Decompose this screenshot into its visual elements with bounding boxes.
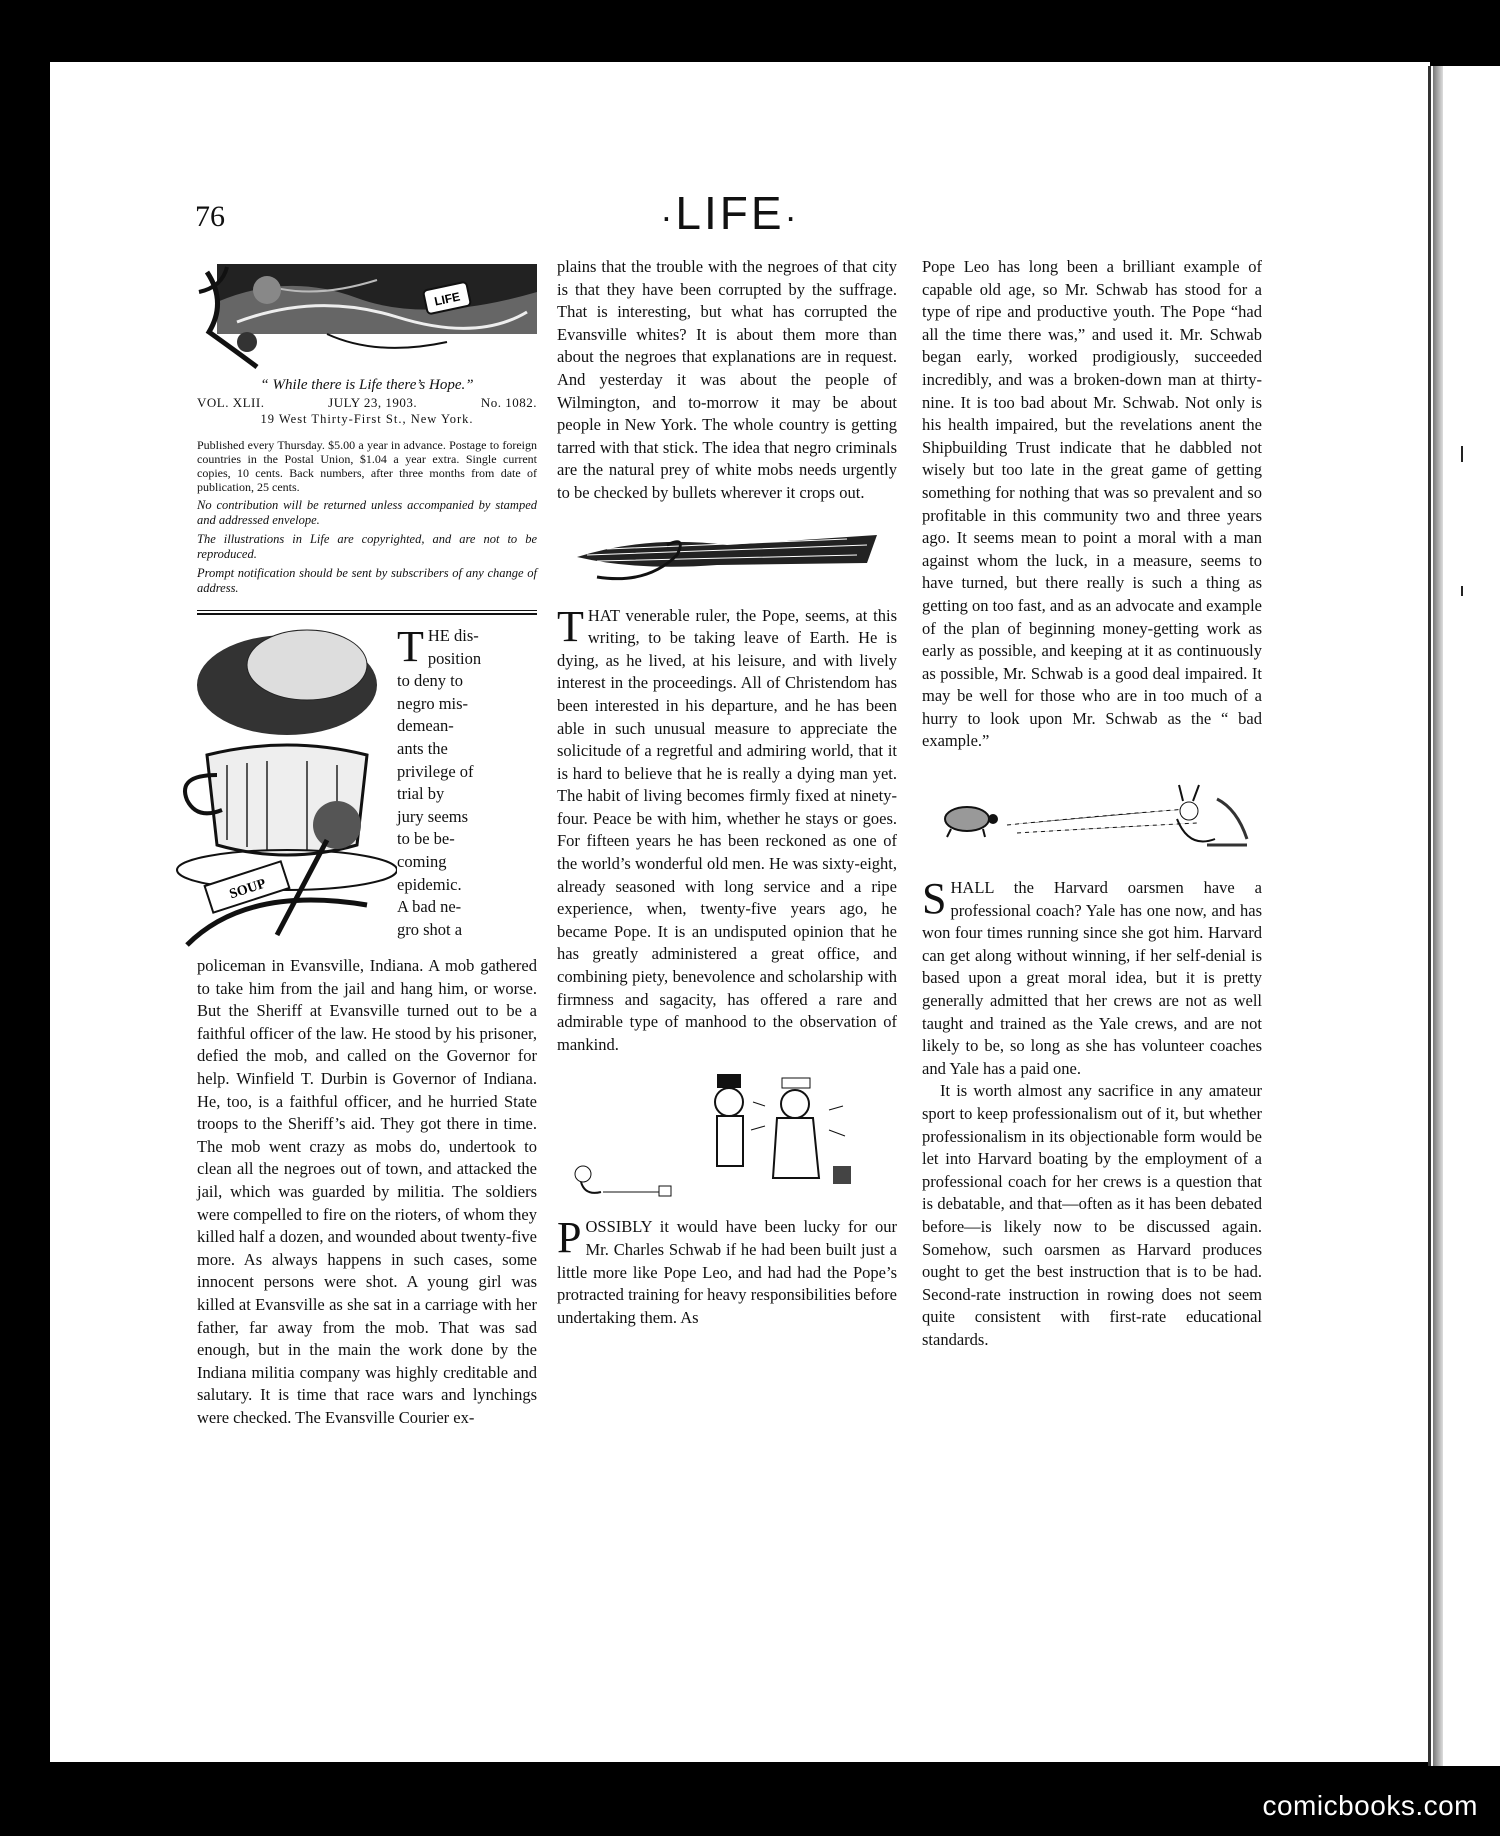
article4-dropcap: S (922, 874, 947, 924)
article1-narrow-line: jury seems (397, 806, 469, 826)
article2 (557, 601, 897, 1057)
article1-narrow-line: A bad ne- (397, 897, 462, 917)
column-right (922, 256, 1262, 1352)
page-number: 76 (195, 200, 225, 233)
tortoise-hare-illustration (927, 779, 1257, 859)
article2-body: seems, at this writing, to be taking leave of Earth. He is dying, as he lived, at his leisure, and with lively interest in the proceedings. All of Christendom has been interested in his departure, and he has been able in such unusual measure to appreciate the solicitude of a regretful and admiring world, that it is hard to believe that he is really a dying man yet. The habit of living becomes firmly fixed at ninety-four. Peace be with him, whether he stays or goes. For fifteen years he has been reckoned as one of the world’s wonderful old men. He was sixty-eight, already seasoned with long service and a ripe experience, when, twenty-five years ago, he became Pope. It is an undisputed opinion that he has greatly administered a great office, and combining piety, benevolence and scholarship with firmness and sagacity, has offered a rare and admirable type of manhood to the observation of mankind. (557, 605, 897, 1054)
article2-dropcap: T (557, 601, 584, 651)
pope-schwab-cartoon (567, 1066, 887, 1206)
banner-badge: LIFE (433, 289, 462, 309)
article1-narrow-line: coming (397, 851, 447, 871)
address-change-notice: Prompt notification should be sent by subscribers of any change of address. (197, 566, 537, 595)
article1-narrow-line: trial by (397, 784, 445, 804)
article4-lead: HALL the Harvard oarsmen have a (950, 878, 1262, 898)
section-rule (197, 610, 537, 615)
article3-lead: OSSIBLY it would have been lucky (585, 1217, 841, 1237)
article1-narrow-line: demean- (397, 716, 454, 736)
article1-narrow-line: negro mis- (397, 693, 469, 713)
sheaf-illustration (567, 515, 887, 585)
article4-para2: It is worth almost any sacrifice in any amateur sport to keep professionalism out of it, but whether professionalism in its objectionable form would be let into Harvard boating by the employment of a professional coach for her crews is a question that is debatable, and that—often as it has been debated before—is likely now to be discussed again. Somehow, such oarsmen as Harvard produces ought to get the best instruction that is to be had. Second-rate instruction in rowing does not seem quite consistent with first-rate educational standards. (922, 1081, 1262, 1349)
article1-body: policeman in Evansville, Indiana. A mob gathered to take him from the jail and hang him, or worse. But the Sheriff at Evansville turned out to be a faithful officer of the law. He stood by his prisoner, defied the mob, and called on the Governor for help. Winfield T. Durbin is Governor of Indiana. He, too, is a faithful officer, and he hurried State troops to the Sheriff’s aid. They got there in time. The mob went crazy as mobs do, undertook to clean all the negroes out of town, and attacked the jail, which was guarded by militia. The soldiers were compelled to fire on the rioters, of whom they killed half a dozen, and wounded about twenty-five more. As always happens in such cases, some innocent persons were shot. A young girl was killed at Evansville as she sat in a carriage with her father, far away from the mob. That was sad enough, but in the main the work done by the Indiana militia company was highly creditable and salutary. It is time that race wars and lynchings were checked. The Evansville Courier ex- (197, 956, 537, 1427)
column-left (197, 262, 537, 1429)
article1-narrow-line: to deny to (397, 671, 463, 691)
issue-date: JULY 23, 1903. (328, 395, 418, 410)
issue-number: No. 1082. (480, 395, 537, 410)
volume-line (197, 394, 537, 411)
next-page-edge (1428, 66, 1500, 1766)
copyright-notice: The illustrations in Life are copyrighted, and are not to be reproduced. (197, 532, 537, 561)
article1-narrow-line: to be be- (397, 829, 455, 849)
site-watermark: comicbooks.com (1262, 1790, 1478, 1821)
masthead-title-text: LIFE (675, 187, 785, 239)
volume: VOL. XLII. (197, 395, 265, 410)
masthead-banner-illustration (197, 262, 537, 370)
article1-dropcap: T (397, 622, 424, 671)
contribution-notice: No contribution will be returned unless accompanied by stamped and addressed envelope. (197, 498, 537, 527)
article4-body: professional coach? Yale has one now, and has won four times running since she got him. Harvard can get along without winning, if her self-denial is based upon a great moral idea, but it is pretty generally admitted that her crews are not as well taught and trained as the Yale crews, and are not likely to be, so long as she has volunteer coaches and Yale has a paid one. (922, 900, 1262, 1078)
article1-narrow-text (397, 622, 537, 941)
article1-narrow-line: ants the (397, 738, 448, 758)
masthead-motto: “ While there is Life there’s Hope.” (260, 377, 474, 393)
article-soup-block (197, 622, 537, 955)
article3-continued: Pope Leo has long been a brilliant example of capable old age, so Mr. Schwab has stood for a type of ripe and productive youth. The Pope “had all the time there was,” and used it. Mr. Schwab began early, worked prodigiously, succeeded incredibly, and was a broken-down man at thirty-nine. It is too bad about Mr. Schwab. Not only is his health impaired, but the revelations anent the Shipbuilding Trust indicate that he dabbled not wisely but too late in the great game of getting something for nothing that was so prevalent and so profitable in this community two and three years ago. It seems mean to point a moral with a man against whom the luck, in a measure, seems to have turned, but there really is such a thing as getting on too fast, and as an advocate and example of the plan of beginning money-getting work as early as possible, and keeping at it as continuously as possible, Mr. Schwab is a good deal impaired. It may be well for those who are in too much of a hurry to look upon Mr. Schwab as the “ bad example.” (922, 257, 1262, 751)
masthead-title: ·LIFE· (660, 187, 800, 239)
soup-tureen-illustration (167, 625, 397, 955)
publication-terms: Published every Thursday. $5.00 a year in advance. Postage to foreign countries in the Postal Union, $1.04 a year extra. Single current copies, 10 cents. Back numbers, after three months from date of publication, 25 cents. (197, 438, 537, 494)
article4 (922, 874, 1262, 1080)
publisher-address: 19 West Thirty-First St., New York. (260, 412, 474, 426)
column-middle (557, 256, 897, 1329)
soup-label: SOUP (227, 876, 268, 903)
article1-continued: plains that the trouble with the negroes of that city is that they have been corrupted by the suffrage. That is interesting, but what has corrupted the Evansville whites? It is about them more than about the negroes that explanations are in request. And yesterday it was about the people of Wilmington, and to-morrow it may be about people in New York. The whole country is getting tarred with that stick. The idea that negro criminals are the natural prey of white mobs needs urgently to be checked by bullets wherever it crops out. (557, 257, 897, 502)
article3 (557, 1213, 898, 1329)
article1-narrow-line: privilege of (397, 761, 474, 781)
article3-dropcap: P (557, 1213, 582, 1263)
article1-narrow-line: epidemic. (397, 874, 462, 894)
article1-narrow-line: position (427, 648, 482, 668)
article1-narrow-line: gro shot a (397, 919, 463, 939)
article1-narrow-line: HE dis- (427, 626, 479, 645)
article3-body: for our Mr. Charles Schwab if he had been built just a little more like Pope Leo, and had had the Pope’s protracted training for heavy responsibilities before undertaking them. As (557, 1217, 898, 1327)
article2-lead: HAT venerable ruler, the Pope, (587, 605, 800, 625)
